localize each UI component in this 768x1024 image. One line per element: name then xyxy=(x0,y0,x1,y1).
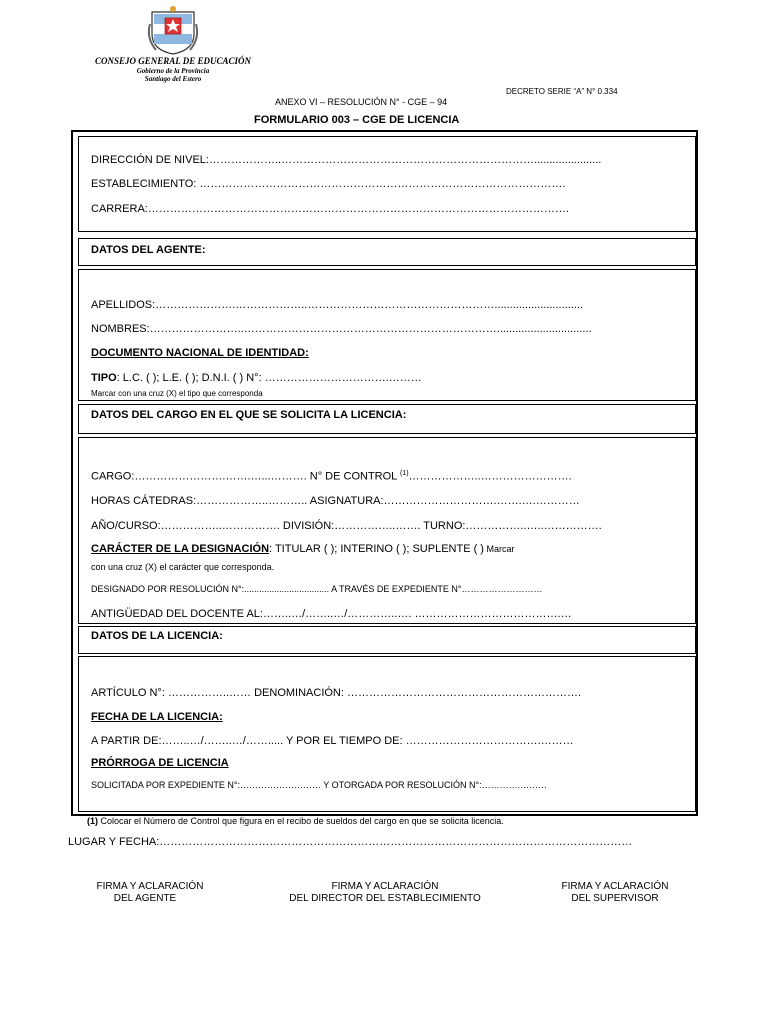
agente-heading: DATOS DEL AGENTE: xyxy=(91,244,206,256)
direccion-field[interactable]: DIRECCIÓN DE NIVEL:………………..……………………………………………………………...................... xyxy=(91,154,602,166)
prorroga-heading: PRÓRROGA DE LICENCIA xyxy=(91,757,229,769)
articulo-field[interactable]: ARTÍCULO N°: ……………..…… DENOMINACIÓN: ………………………………………………………. xyxy=(91,687,582,699)
tipo-options: : L.C. ( ); L.E. ( ); D.N.I. ( ) N°: …………………………….……… xyxy=(116,372,422,384)
institution-gov: Gobierno de la Provincia xyxy=(136,67,210,75)
cargo-field[interactable] xyxy=(91,470,572,483)
caracter-field[interactable] xyxy=(91,543,514,555)
apartir-field[interactable]: A PARTIR DE:……..…/……..…/……..... Y POR EL TIEMPO DE: ……………………………….……… xyxy=(91,735,574,747)
apellidos-field[interactable]: APELLIDOS:………………….………………..……………………………………………............................. xyxy=(91,299,583,311)
solicitada-field[interactable]: SOLICITADA POR EXPEDIENTE N°:……………………… Y OTORGADA POR RESOLUCIÓN N°:………….……… xyxy=(91,780,548,790)
establecimiento-field[interactable]: ESTABLECIMIENTO: ………………………………………………………………………………………. xyxy=(91,178,566,190)
designado-field[interactable]: DESIGNADO POR RESOLUCIÓN N°:.................................. A TRAVÉS DE EXPEDIENTE N°……………………… xyxy=(91,584,543,594)
signature-supervisor xyxy=(545,881,685,905)
decreto-label: DECRETO SERIE “A” N° 0.334 xyxy=(506,87,618,96)
signature-agente-line2: DEL AGENTE xyxy=(113,893,177,904)
control-dots: ………………..……………………. xyxy=(408,470,572,483)
fecha-heading: FECHA DE LA LICENCIA: xyxy=(91,711,223,723)
tipo-label: TIPO xyxy=(91,372,117,384)
signature-supervisor-line2: DEL SUPERVISOR xyxy=(571,893,659,904)
dni-heading: DOCUMENTO NACIONAL DE IDENTIDAD: xyxy=(91,347,309,359)
footnote-text: Colocar el Número de Control que figura en el recibo de sueldos del cargo en que se solicita licencia. xyxy=(98,816,504,826)
anexo-label: ANEXO VI – RESOLUCIÓN N° - CGE – 94 xyxy=(275,97,448,107)
caracter-tail: Marcar xyxy=(483,544,515,554)
carrera-field[interactable]: CARRERA:……………………………………………………………………………………………………. xyxy=(91,203,569,215)
footnote-mark: (1) xyxy=(87,816,98,826)
signature-supervisor-line1: FIRMA Y ACLARACIÓN xyxy=(561,881,669,892)
institution-place: Santiago del Estero xyxy=(144,75,202,83)
signature-director-line2: DEL DIRECTOR DEL ESTABLECIMIENTO xyxy=(289,893,481,904)
caracter-note: con una cruz (X) el carácter que corresponda. xyxy=(91,562,275,572)
cargo-heading: DATOS DEL CARGO EN EL QUE SE SOLICITA LA LICENCIA: xyxy=(91,409,407,421)
lugar-fecha-field[interactable]: LUGAR Y FECHA:………………………………………………………………………………………………………………… xyxy=(68,836,633,848)
licencia-heading: DATOS DE LA LICENCIA: xyxy=(91,630,223,642)
footnote-ref: (1) xyxy=(399,470,409,477)
form-title: FORMULARIO 003 – CGE DE LICENCIA xyxy=(254,114,460,126)
anio-field[interactable]: AÑO/CURSO:……………..……………. DIVISIÓN:……………..……. TURNO:……………..…..……………. xyxy=(91,520,602,532)
footnote xyxy=(87,816,504,826)
caracter-label: CARÁCTER DE LA DESIGNACIÓN xyxy=(91,543,270,555)
signature-director-line1: FIRMA Y ACLARACIÓN xyxy=(331,881,439,892)
nombres-field[interactable]: NOMBRES:……………………..……………………………………………………………............................... xyxy=(91,323,592,335)
signature-agente-line1: FIRMA Y ACLARACIÓN xyxy=(96,881,204,892)
institution-name: CONSEJO GENERAL DE EDUCACIÓN xyxy=(95,56,251,66)
provincial-emblem-icon xyxy=(146,4,200,56)
cargo-text: CARGO:…………………….…….…...………. N° DE CONTROL xyxy=(91,470,397,483)
horas-field[interactable]: HORAS CÁTEDRAS:………………..……….. ASIGNATURA:………………………….…….….………… xyxy=(91,495,580,507)
antiguedad-field[interactable]: ANTIGÜEDAD DEL DOCENTE AL:……..…/……..…/…………..…. ………………………………….… xyxy=(91,608,572,620)
tipo-field[interactable] xyxy=(91,372,422,384)
tipo-note: Marcar con una cruz (X) el tipo que corresponda xyxy=(91,389,263,398)
signature-agente xyxy=(80,881,220,905)
signature-director xyxy=(260,881,510,905)
caracter-options: : TITULAR ( ); INTERINO ( ); SUPLENTE ( ) xyxy=(269,543,484,555)
